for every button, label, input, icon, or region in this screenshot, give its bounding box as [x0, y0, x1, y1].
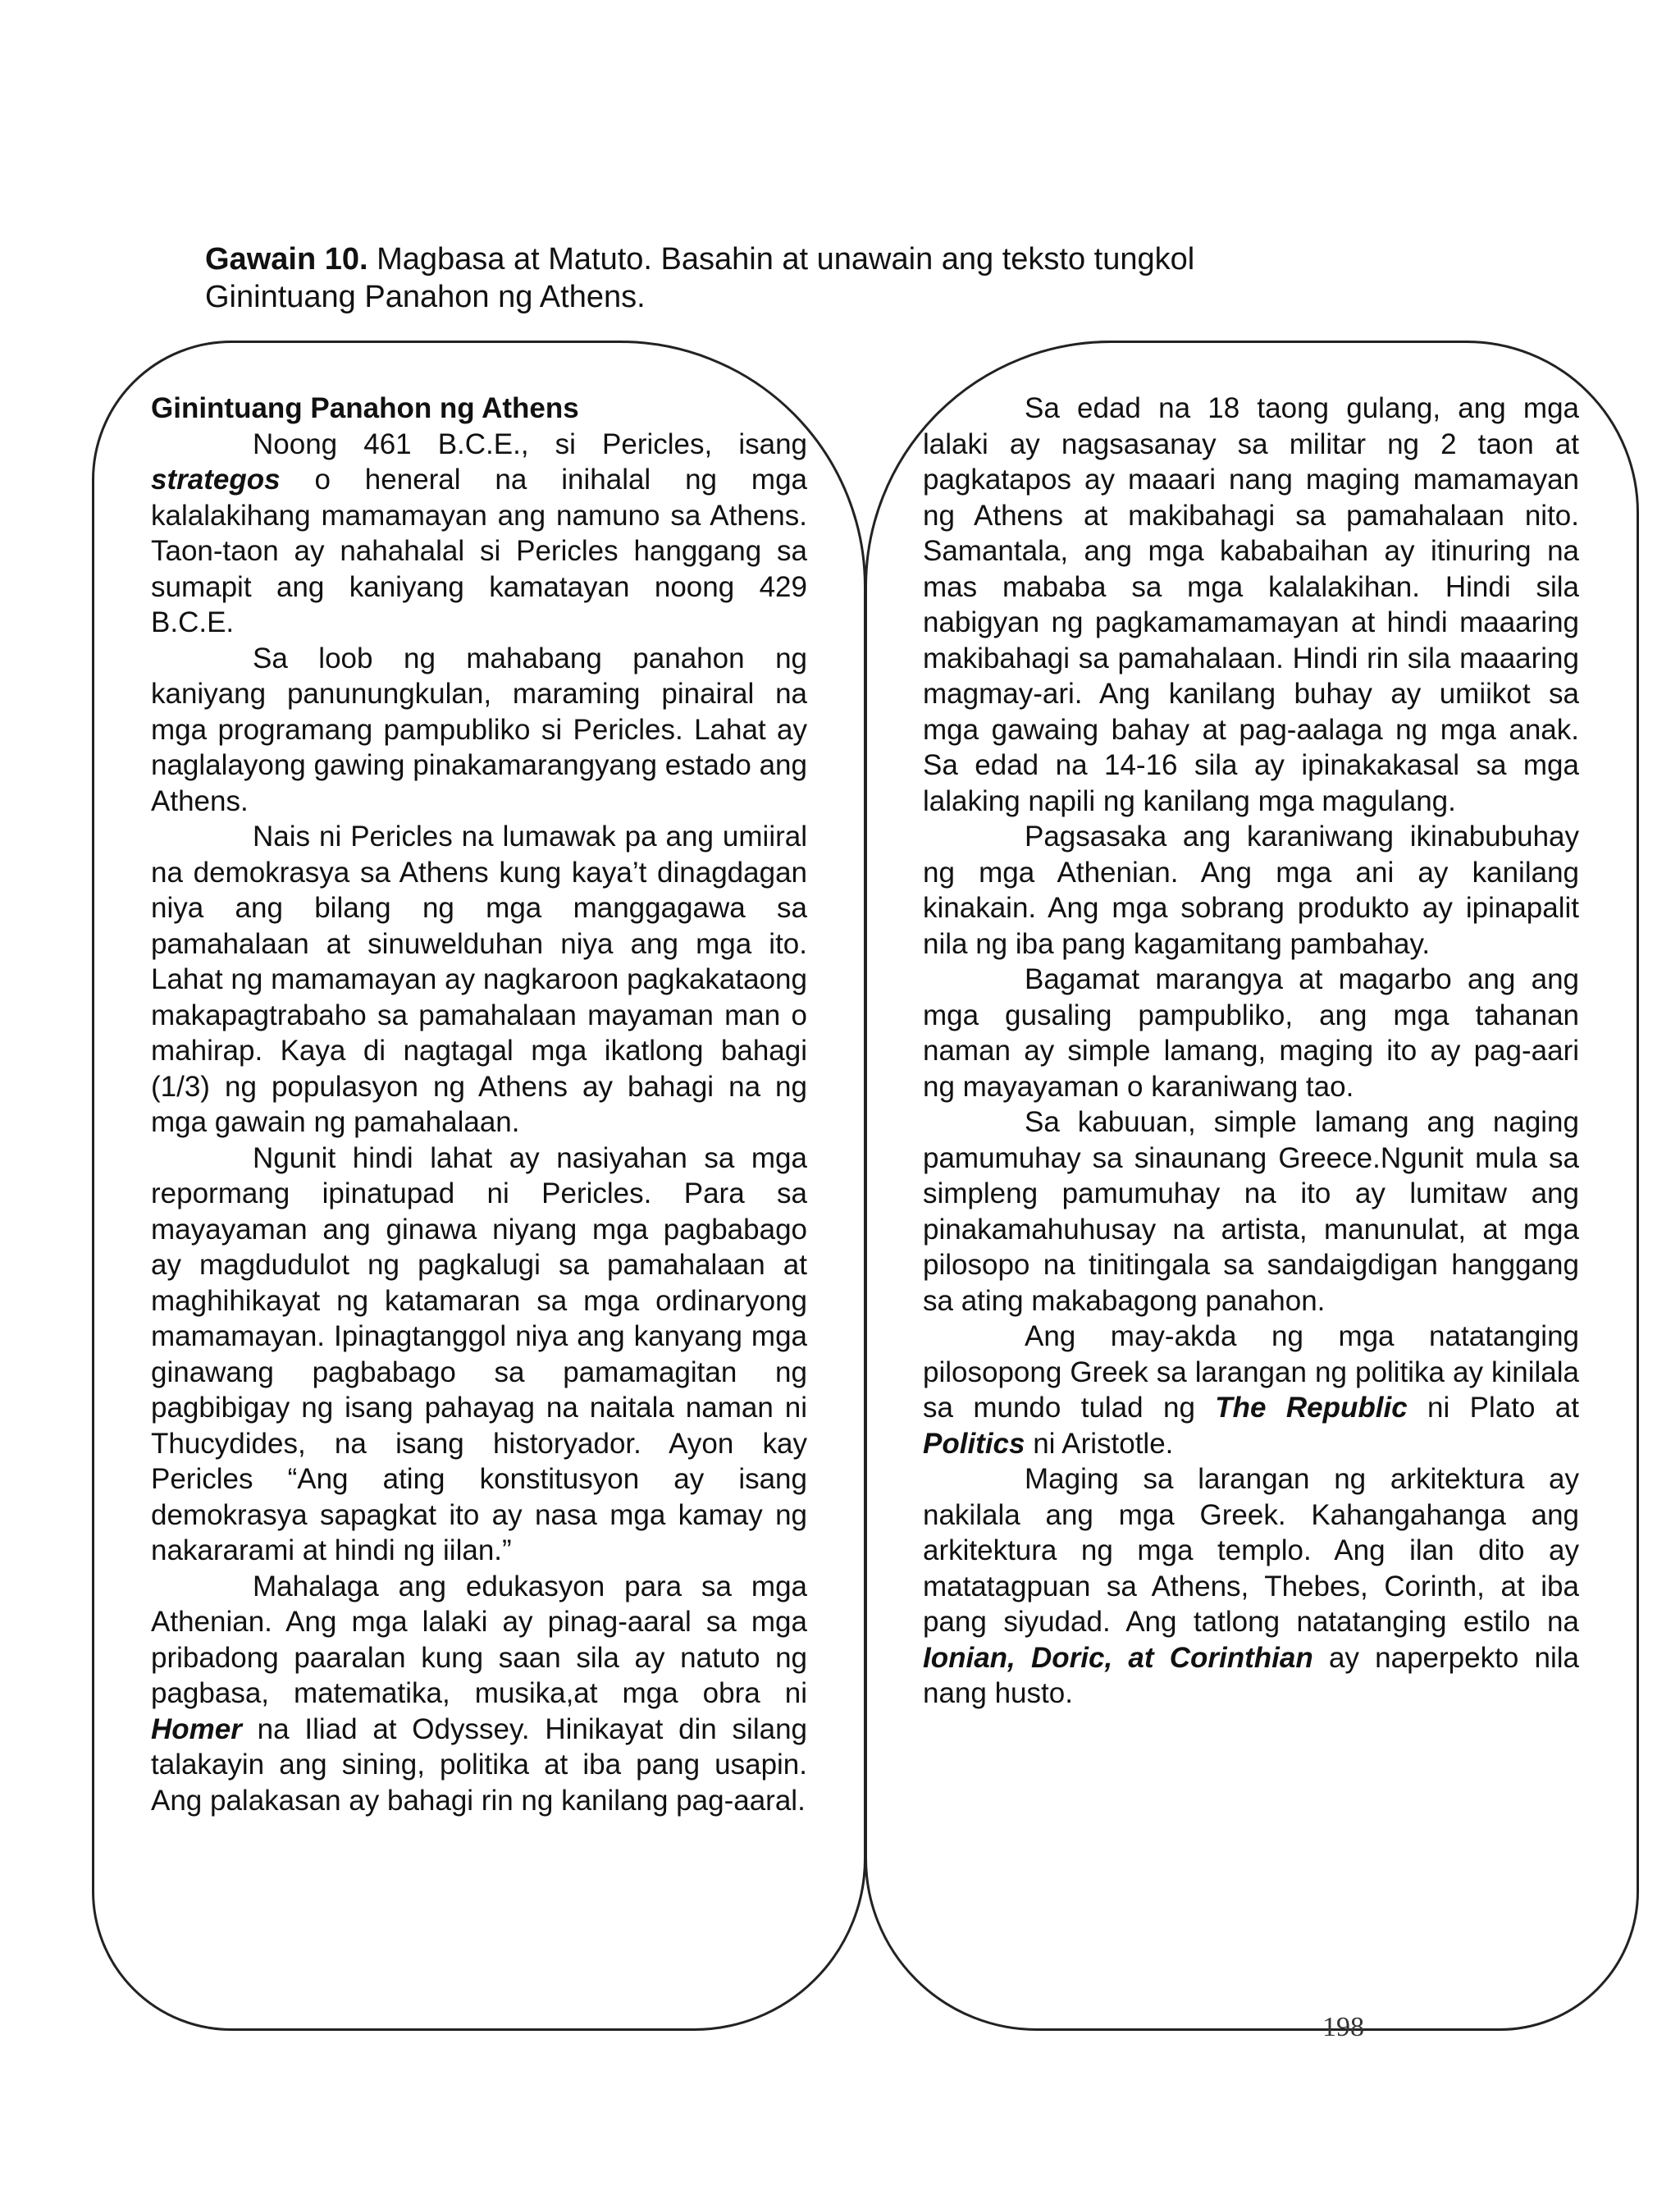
- paragraph: Maging sa larangan ng arkitektura ay nakilala ang mga Greek. Kahangahanga ang arkitektura ng mga templo. Ang ilan dito ay matatagpuan sa Athens, Thebes, Corinth, at iba pang siyudad. Ang tatlong natatanging estilo na Ionian, Doric, at Corinthian ay naperpekto nila nang husto.: [923, 1463, 1579, 1709]
- paragraph: Ang may-akda ng mga natatanging pilosopong Greek sa larangan ng politika ay kinilala sa mundo tulad ng The Republic ni Plato at Politics ni Aristotle.: [923, 1320, 1579, 1460]
- activity-label: Gawain 10.: [205, 242, 368, 277]
- paragraph: Sa loob ng mahabang panahon ng kaniyang panunungkulan, maraming pinairal na mga programang pampubliko si Pericles. Lahat ay naglalayong gawing pinakamarangyang estado ang Athens.: [151, 642, 807, 817]
- activity-header: [205, 240, 1436, 316]
- emphasis-homer: Homer: [151, 1712, 242, 1745]
- paragraph: Pagsasaka ang karaniwang ikinabubuhay ng mga Athenian. Ang mga ani ay kanilang kinakain. Ang mga sobrang produkto ay ipinapalit nila ng iba pang kagamitang pambahay.: [923, 821, 1579, 960]
- page-number: 198: [1322, 2012, 1364, 2042]
- right-column-text: [923, 391, 1579, 1712]
- paragraph: Noong 461 B.C.E., si Pericles, isang strategos o heneral na inihalal ng mga kalalakihang mamamayan ang namuno sa Athens. Taon-taon ay nahahalal si Pericles hanggang sa sumapit ang kaniyang kamatayan noong 429 B.C.E.: [151, 427, 807, 638]
- section-title: Ginintuang Panahon ng Athens: [151, 392, 579, 424]
- emphasis-strategos: strategos: [151, 464, 281, 496]
- emphasis-politics: Politics: [923, 1427, 1025, 1460]
- paragraph: Bagamat marangya at magarbo ang ang mga gusaling pampubliko, ang mga tahanan naman ay simple lamang, maging ito ay pag-aari ng mayayaman o karaniwang tao.: [923, 963, 1579, 1103]
- paragraph: Sa edad na 18 taong gulang, ang mga lalaki ay nagsasanay sa militar ng 2 taon at pagkatapos ay maaari nang maging mamamayan ng Athens at makibahagi sa pamahalaan nito. Samantala, ang mga kababaihan ay itinuring na mas mababa sa mga kalalakihan. Hindi sila nabigyan ng pagkamamamayan at hindi maaaring makibahagi sa pamahalaan. Hindi rin sila maaaring magmay-ari. Ang kanilang buhay ay umiikot sa mga gawaing bahay at pag-aalaga ng mga anak. Sa edad na 14-16 sila ay ipinakakasal sa mga lalaking napili ng kanilang mga magulang.: [923, 392, 1579, 817]
- paragraph: Mahalaga ang edukasyon para sa mga Athenian. Ang mga lalaki ay pinag-aaral sa mga pribadong paaralan kung saan sila ay natuto ng pagbasa, matematika, musika,at mga obra ni Homer na Iliad at Odyssey. Hinikayat din silang talakayin ang sining, politika at iba pang usapin. Ang palakasan ay bahagi rin ng kanilang pag-aaral.: [151, 1570, 807, 1817]
- paragraph: Sa kabuuan, simple lamang ang naging pamumuhay sa sinaunang Greece.Ngunit mula sa simpleng pamumuhay na ito ay lumitaw ang pinakamahuhusay na artista, manunulat, at mga pilosopo na tinitingala sa sandaigdigan hanggang sa ating makabagong panahon.: [923, 1106, 1579, 1317]
- emphasis-the-republic: The Republic: [1215, 1392, 1408, 1424]
- activity-instruction-line2: Ginintuang Panahon ng Athens.: [205, 280, 646, 314]
- paragraph: Ngunit hindi lahat ay nasiyahan sa mga repormang ipinatupad ni Pericles. Para sa mayayaman ang ginawa niyang mga pagbabago ay magdudulot ng pagkalugi sa pamahalaan at maghihikayat ng katamaran sa mga ordinaryong mamamayan. Ipinagtanggol niya ang kanyang mga ginawang pagbabago sa pamamagitan ng pagbibigay ng isang pahayag na naitala naman ni Thucydides, na isang historyador. Ayon kay Pericles “Ang ating konstitusyon ay isang demokrasya sapagkat ito ay nasa mga kamay ng nakararami at hindi ng iilan.”: [151, 1141, 807, 1566]
- activity-instruction: Magbasa at Matuto. Basahin at unawain ang teksto tungkol: [368, 242, 1195, 277]
- left-column-text: [151, 391, 807, 1818]
- emphasis-styles: Ionian, Doric, at Corinthian: [923, 1641, 1313, 1674]
- paragraph: Nais ni Pericles na lumawak pa ang umiiral na demokrasya sa Athens kung kaya’t dinagdagan niya ang bilang ng mga manggagawa sa pamahalaan at sinuwelduhan niya ang mga ito. Lahat ng mamamayan ay nagkaroon pagkakataong makapagtrabaho sa pamahalaan mayaman man o mahirap. Kaya di nagtagal mga ikatlong bahagi (1/3) ng populasyon ng Athens ay bahagi na ng mga gawain ng pamahalaan.: [151, 821, 807, 1138]
